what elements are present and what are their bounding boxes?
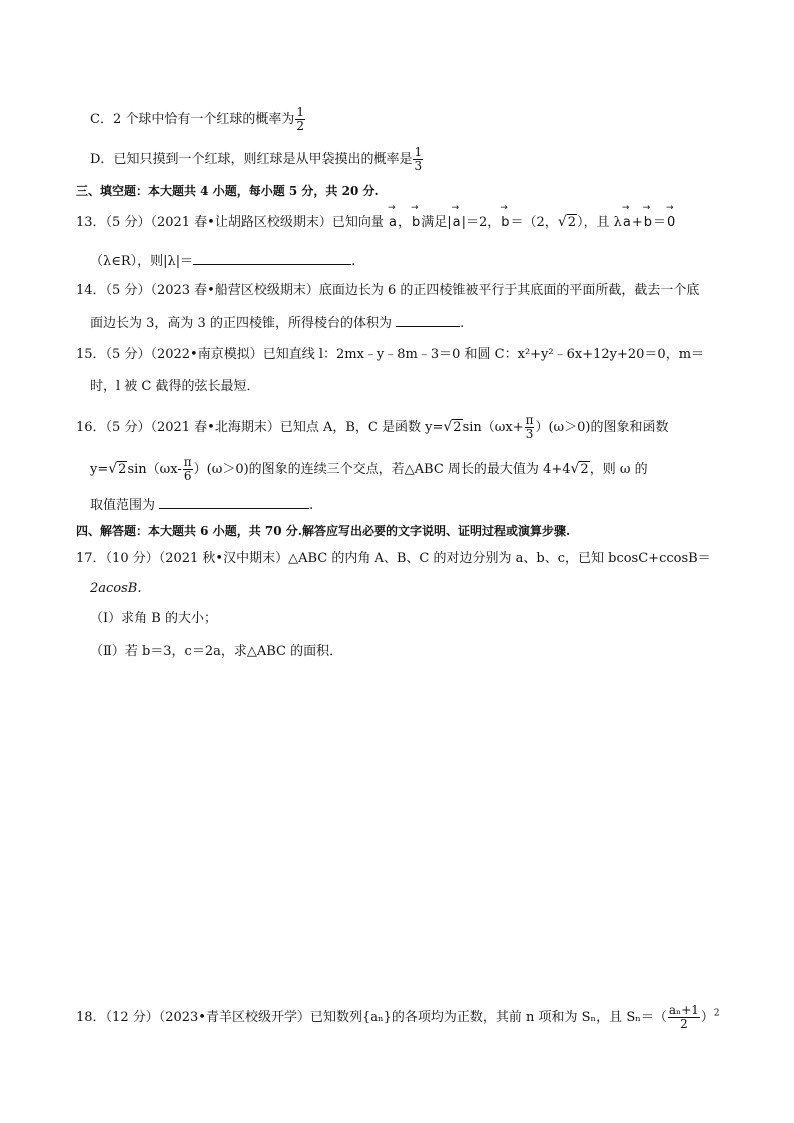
question-14-line-1: 14．（5 分）（2023 春•船营区校级期末）底面边长为 6 的正四棱锥被平行于其底面的平面所截，截去一个底 [76, 283, 700, 298]
sqrt-two: √2 [557, 214, 577, 230]
question-16-line-3: 取值范围为 . [90, 498, 314, 513]
answer-blank-14[interactable] [396, 314, 460, 327]
sqrt-two: √2 [108, 461, 127, 477]
question-18-line-1: 18．（12 分）（2023•青羊区校级开学）已知数列{aₙ}的各项均为正数，其前 n 项和为 Sₙ，且 Sₙ＝（ $\frac{\text{aₙ+1}}{2}$ ）$^2$ [76, 1003, 720, 1031]
fraction-an-plus-1-over-2: $\frac{\text{aₙ+1}}{2}$ [668, 1003, 699, 1031]
question-13-line-2: （λ∈R），则|λ|＝ . [90, 254, 356, 269]
question-15-line-2: 时，l 被 C 截得的弦长最短． [90, 379, 260, 394]
question-15-line-1: 15．（5 分）（2022•南京模拟）已知直线 l：2mx﹣y﹣8m﹣3＝0 和圆 C：x²+y²﹣6x+12y+20＝0，m＝ [76, 347, 705, 362]
question-14-line-2: 面边长为 3，高为 3 的正四棱锥，所得棱台的体积为 . [90, 316, 465, 331]
answer-blank-16[interactable] [159, 496, 309, 509]
fraction-pi-over-3: $\frac{\pi}{3}$ [525, 413, 534, 441]
question-13-line-1: 13．（5 分）（2021 春•让胡路区校级期末）已知向量 → a，→ b满足|→ a|＝2，→ b＝（2，√2），且 λ→ a+→ b＝→ 0 [76, 213, 676, 232]
option-d: D．已知只摸到一个红球，则红球是从甲袋摸出的概率是 $\frac{1}{3}$ [90, 145, 423, 173]
sqrt-two: √2 [570, 461, 589, 477]
question-16-line-2: y=√2sin（ωx- $\frac{\pi}{6}$ ）(ω＞0)的图象的连续三个交点，若△ABC 周长的最大值为 4+4√2，则 ω 的 [90, 455, 648, 483]
section-fill-in-heading: 三、填空题：本大题共 4 小题，每小题 5 分，共 20 分. [76, 184, 379, 198]
question-16-line-1: 16．（5 分）（2021 春•北海期末）已知点 A，B，C 是函数 y=√2sin（ωx+ $\frac{\pi}{3}$ ）(ω＞0)的图象和函数 [76, 413, 669, 441]
question-17-line-1: 17．（10 分）（2021 秋•汉中期末）△ABC 的内角 A、B、C 的对边分别为 a、b、c，已知 bcosC+ccosB＝ [76, 551, 711, 566]
section-solve-heading: 四、解答题：本大题共 6 小题，共 70 分.解答应写出必要的文字说明、证明过程或演算步骤. [76, 524, 571, 538]
answer-blank-13[interactable] [193, 252, 351, 265]
sqrt-two: √2 [443, 419, 462, 435]
question-17-part-1: （Ⅰ）求角 B 的大小； [90, 611, 217, 626]
option-c: C．2 个球中恰有一个红球的概率为 $\frac{1}{2}$ [90, 105, 304, 133]
fraction-one-third: $\frac{1}{3}$ [414, 145, 423, 173]
fraction-one-half: $\frac{1}{2}$ [296, 105, 304, 133]
fraction-pi-over-6: $\frac{\pi}{6}$ [183, 455, 192, 483]
question-17-line-2: 2acosB. [90, 581, 142, 596]
question-17-part-2: （Ⅱ）若 b＝3，c＝2a，求△ABC 的面积． [90, 644, 343, 659]
